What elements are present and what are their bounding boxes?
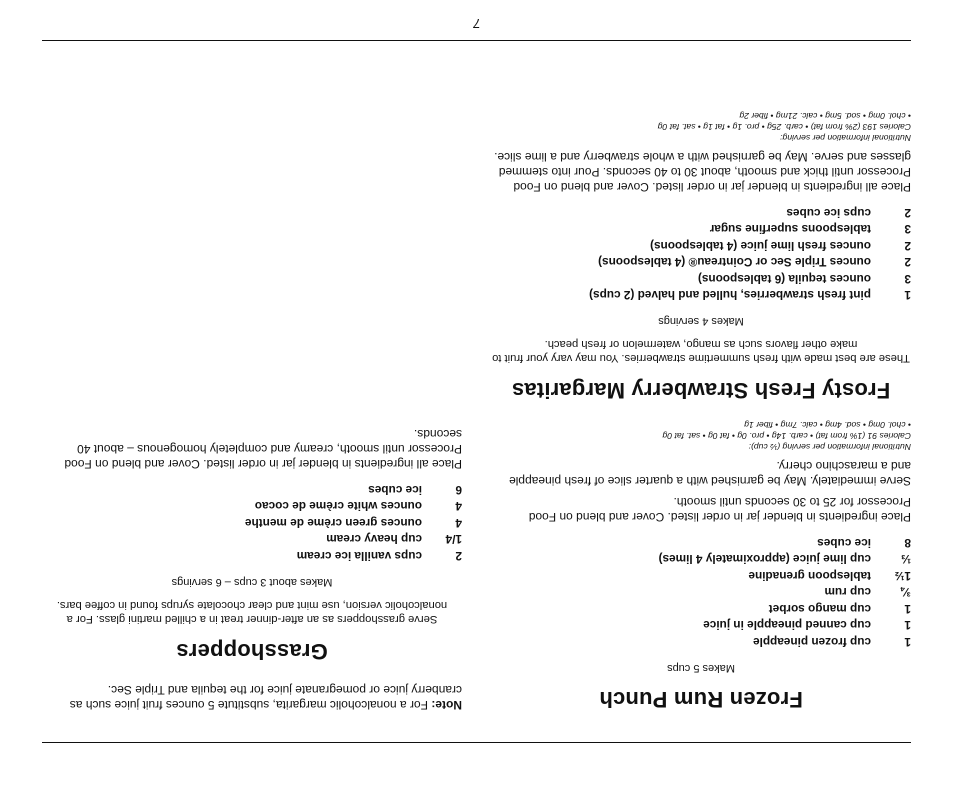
ingredient-row (491, 601, 911, 618)
ingredient-row (491, 584, 911, 601)
recipe-title: Grasshoppers (176, 639, 328, 664)
ingredient-qty: 4 (455, 516, 462, 530)
ingredient-item: ounces white crème de cocao (254, 499, 422, 514)
recipe-title: Frosty Fresh Strawberry Margaritas (511, 378, 891, 404)
makes-yield: Makes 4 servings (658, 315, 744, 328)
ingredient-qty: 1 (904, 618, 911, 633)
ingredient-list (491, 205, 911, 304)
nutrition-line: Calories 91 (1% from fat) • carb. 14g • pro. 0g • fat 0g • sat. fat 0g (662, 431, 911, 442)
nutrition-info (491, 420, 911, 453)
ingredient-qty: 2 (904, 239, 911, 253)
left-column (491, 95, 911, 713)
ingredient-list (42, 482, 462, 565)
frozen-rum-punch-recipe (491, 420, 911, 713)
ingredient-item: tablespoon grenadine (748, 569, 871, 583)
ingredient-qty: 3 (904, 272, 911, 286)
ingredient-row (491, 287, 911, 304)
method-text: Place all ingredients in blender jar in order listed. Cover and blend on Food Processor until smooth, creamy and completely homogenous – about 40 seconds. (64, 427, 462, 472)
ingredient-qty: 8 (904, 536, 911, 550)
ingredient-item: cup canned pineapple in juice (703, 618, 871, 633)
ingredient-list (491, 535, 911, 651)
recipe-intro: These are best made with fresh summertime strawberries. You may vary your fruit to make other flavors such as mango, watermelon or fresh peach. (492, 338, 910, 365)
ingredient-item: cups vanilla ice cream (296, 549, 422, 563)
ingredient-item: cups ice cubes (786, 206, 871, 220)
ingredient-qty: ¾ (901, 585, 911, 600)
page-number: 7 (473, 16, 481, 31)
ingredient-item: cup mango sorbet (768, 602, 871, 616)
ingredient-row (491, 535, 911, 552)
nutrition-line: • chol. 0mg • sod. 4mg • calc. 7mg • fiber 1g (744, 420, 911, 431)
ingredient-item: cup lime juice (approximately 4 limes) (658, 552, 871, 567)
ingredient-row (491, 238, 911, 255)
note-text: For a nonalcoholic margarita, substitute 5 ounces fruit juice such as cranberry juice or pomegranate juice for the tequila and Triple Sec. (69, 683, 462, 712)
ingredient-item: cup frozen pineapple (753, 635, 871, 649)
method-text: Place all ingredients in blender jar in order listed. Cover and blend on Food Processor until thick and smooth, about 30 to 40 seconds. Pour into stemmed glasses and serve. May be garnished with a whole strawberry and a lime slice. (494, 150, 911, 195)
ingredient-item: ounces Triple Sec or Cointreau® (4 tablespoons) (598, 255, 871, 270)
ingredient-item: ounces tequila (6 tablespoons) (697, 272, 871, 286)
ingredient-qty: 1 (904, 602, 911, 616)
ingredient-row (491, 634, 911, 651)
ingredient-qty: 4 (455, 499, 462, 514)
ingredient-item: tablespoons superfine sugar (709, 222, 871, 237)
ingredient-qty: 2 (904, 255, 911, 270)
ingredient-row (42, 482, 462, 499)
ingredient-qty: 1½ (894, 569, 911, 583)
ingredient-row (42, 515, 462, 532)
ingredient-item: ice cubes (817, 536, 871, 550)
top-rule (42, 742, 911, 743)
recipe-title: Frozen Rum Punch (599, 687, 803, 712)
ingredient-qty: 2 (904, 206, 911, 220)
ingredient-qty: 6 (455, 483, 462, 497)
ingredient-row (491, 221, 911, 238)
recipe-intro: Serve grasshoppers as an after-dinner treat in a chilled martini glass. For a nonalcoholic version, use mint and clear chocolate syrups found in coffee bars. (56, 599, 448, 625)
ingredient-item: ice cubes (368, 483, 422, 497)
ingredient-row (42, 498, 462, 515)
ingredient-qty: 2 (455, 549, 462, 563)
ingredient-item: cup heavy cream (326, 532, 422, 547)
nutrition-line: • chol. 0mg • sod. 5mg • calc. 21mg • fiber 2g (739, 111, 911, 122)
ingredient-row (491, 568, 911, 585)
ingredient-row (491, 551, 911, 568)
ingredient-item: ounces fresh lime juice (4 tablespoons) (650, 239, 871, 253)
ingredient-item: pint fresh strawberries, hulled and halved (2 cups) (589, 288, 871, 303)
serving-text: Serve immediately. May be garnished with a quarter slice of fresh pineapple and a maraschino cherry. (509, 459, 911, 489)
ingredient-row (491, 271, 911, 288)
ingredient-item: cup rum (824, 585, 871, 600)
ingredient-item: ounces green crème de menthe (244, 516, 422, 530)
margarita-note (42, 682, 462, 712)
ingredient-qty: ⅓ (901, 552, 911, 567)
nutrition-line: Calories 193 (2% from fat) • carb. 25g • pro. 1g • fat 1g • sat. fat 0g (657, 122, 911, 133)
makes-yield: Makes about 3 cups – 6 servings (171, 576, 333, 588)
bottom-rule (42, 40, 911, 41)
grasshoppers-recipe (42, 427, 462, 665)
strawberry-margaritas-recipe (491, 111, 911, 404)
ingredient-row (491, 617, 911, 634)
ingredient-row (491, 205, 911, 222)
note-label: Note: (431, 698, 462, 712)
ingredient-qty: 1/4 (445, 532, 462, 547)
nutrition-label: Nutritional information per serving (½ cup): (748, 442, 911, 453)
ingredient-row (42, 531, 462, 548)
makes-yield: Makes 5 cups (667, 662, 735, 674)
nutrition-info (491, 111, 911, 144)
method-text: Place ingredients in blender jar in order listed. Cover and blend on Food Processor for 25 to 30 seconds until smooth. (528, 495, 911, 525)
ingredient-qty: 1 (904, 635, 911, 649)
right-column (42, 421, 462, 713)
nutrition-label: Nutritional information per serving: (780, 133, 911, 144)
ingredient-row (491, 254, 911, 271)
ingredient-qty: 3 (904, 222, 911, 237)
ingredient-row (42, 548, 462, 565)
ingredient-qty: 1 (904, 288, 911, 303)
